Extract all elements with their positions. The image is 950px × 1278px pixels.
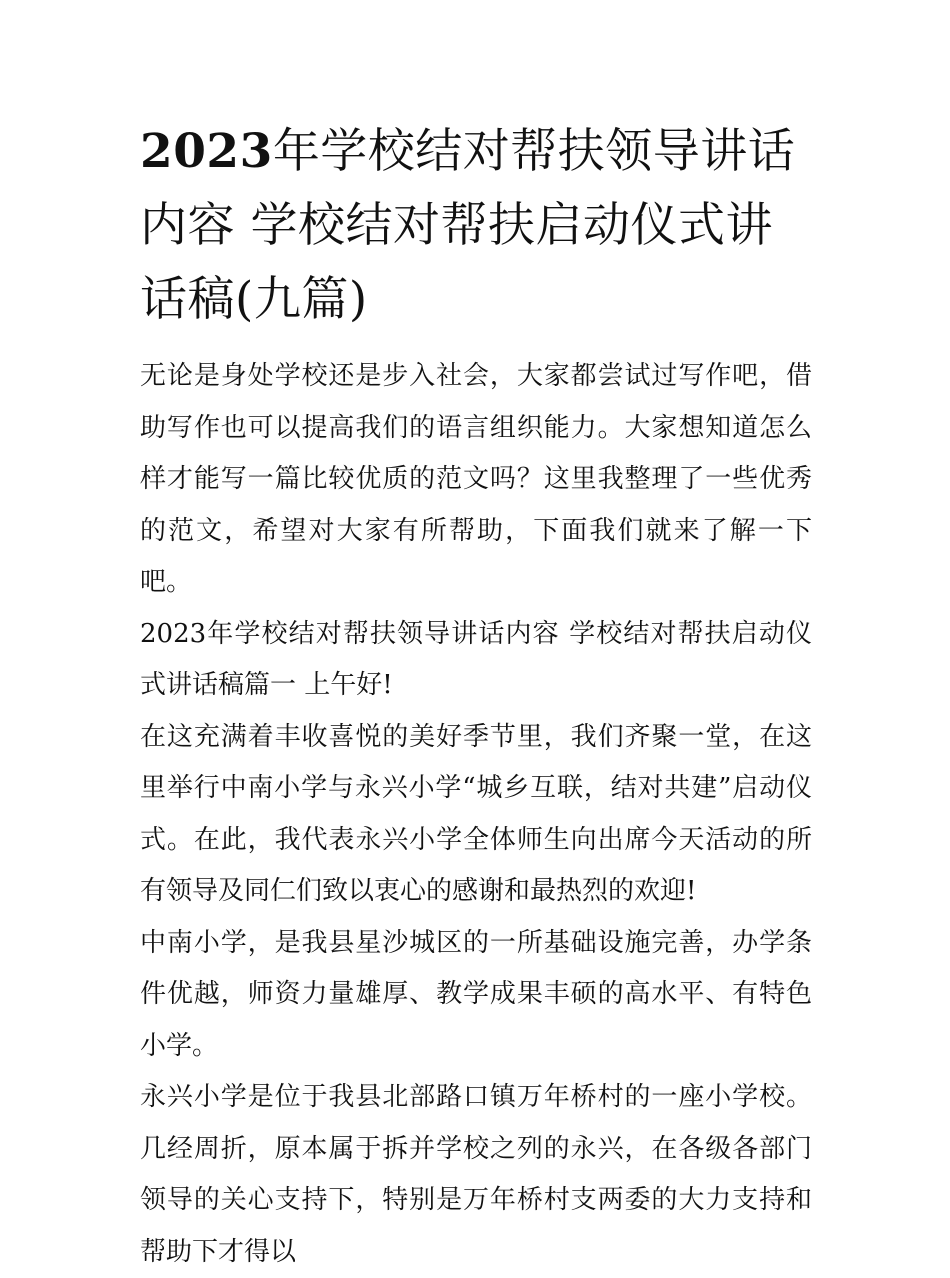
- paragraph-yongxing-school: 永兴小学是位于我县北部路口镇万年桥村的一座小学校。几经周折，原本属于拆并学校之列的永兴，在各级各部门领导的关心支持下，特别是万年桥村支两委的大力支持和帮助下才得以: [140, 1082, 812, 1267]
- paragraph-section-heading: 2023年学校结对帮扶领导讲话内容 学校结对帮扶启动仪式讲话稿篇一 上午好!: [140, 618, 812, 700]
- paragraph-welcome: 在这充满着丰收喜悦的美好季节里，我们齐聚一堂，在这里举行中南小学与永兴小学“城乡互联，结对共建”启动仪式。在此，我代表永兴小学全体师生向出席今天活动的所有领导及同仁们致以衷心的感谢和最热烈的欢迎!: [140, 721, 812, 906]
- document-page: [140, 115, 812, 1278]
- document-title: [140, 115, 812, 337]
- title-year: 2023: [140, 124, 273, 179]
- paragraph-intro: 无论是身处学校还是步入社会，大家都尝试过写作吧，借助写作也可以提高我们的语言组织能力。大家想知道怎么样才能写一篇比较优质的范文吗？这里我整理了一些优秀的范文，希望对大家有所帮助，下面我们就来了解一下吧。: [140, 361, 812, 597]
- title-text: 年学校结对帮扶领导讲话内容 学校结对帮扶启动仪式讲话稿(九篇): [140, 124, 796, 327]
- paragraph-zhongnan-school: 中南小学，是我县星沙城区的一所基础设施完善，办学条件优越，师资力量雄厚、教学成果丰硕的高水平、有特色小学。: [140, 927, 812, 1061]
